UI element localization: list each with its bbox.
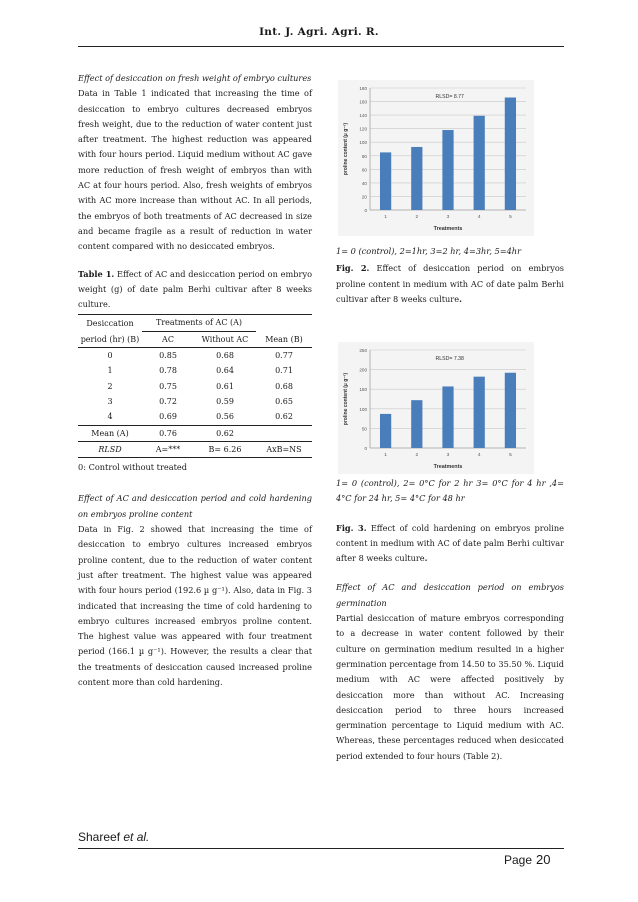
cell-ac: 0.69 xyxy=(159,412,177,422)
x-tick-label: 1 xyxy=(384,453,387,458)
fig3-caption-text: Effect of cold hardening on embryos proline content in medium with AC of date palm Berhi cultivar after 8 weeks culture xyxy=(336,522,564,564)
y-tick-label: 0 xyxy=(364,208,367,213)
table-row xyxy=(78,363,312,378)
cell-ac: 0.78 xyxy=(159,366,177,376)
page-number-value: 20 xyxy=(536,852,551,867)
y-tick-label: 0 xyxy=(364,446,367,451)
table-row xyxy=(78,348,312,364)
y-tick-label: 100 xyxy=(359,140,367,146)
bar xyxy=(442,130,453,210)
y-tick-label: 200 xyxy=(359,367,367,373)
x-tick-label: 4 xyxy=(477,453,481,458)
y-tick-label: 120 xyxy=(359,126,367,132)
x-tick-label: 3 xyxy=(446,215,450,220)
footer-author-name: Shareef xyxy=(78,830,121,844)
fig3-caption-block xyxy=(336,476,564,764)
section-body-fresh-weight: Data in Table 1 indicated that increasing the time of desiccation to embryo cultures decreased embryos fresh weight, due to the reduction of water content just after treatment. The highest reduction was appeared with four hours period. Liquid medium without AC gave more reduction of fresh weight of embryos than with AC at four hours period. Also, fresh weights of embryos with AC more increase than without AC. In all periods, the embryos of both treatments of AC decreased in size and became fragile as a result of reduction in water content compared with no desiccated embryos. xyxy=(78,88,312,252)
cell-rlsd-ab: AxB=NS xyxy=(266,444,302,454)
fig3-legend: 1= 0 (control), 2= 0°C for 2 hr 3= 0°C for 4 hr ,4= 4°C for 24 hr, 5= 4°C for 48 hr xyxy=(336,478,564,504)
cell-period: 3 xyxy=(107,396,113,406)
section-body-germination: Partial desiccation of mature embryos corresponding to a decrease in water content followed by their culture on germination medium resulted in a higher germination percentage from 14.50 to 35.50 %. Liquid medium with AC were affected positively by desiccation more than without AC. Increasing desiccation period to three hours increased germination percentage to Liquid medium with AC. Whereas, these percentages reduced when desiccated period extended to four hours (Table 2). xyxy=(336,613,564,761)
x-tick-label: 2 xyxy=(415,215,419,220)
cell-mean: 0.68 xyxy=(275,381,293,391)
cell-rlsd-label: RLSD xyxy=(98,444,122,454)
section-title-fresh-weight: Effect of desiccation on fresh weight of embryo cultures xyxy=(78,73,312,83)
section-body-proline: Data in Fig. 2 showed that increasing the time of desiccation to embryo cultures increased embryos proline content, due to the reduction of water content just after treatment. The highest value was appeared with four hours period (192.6 µ g⁻¹). Also, data in Fig. 3 indicated that increasing the time of cold hardening to embryo cultures increased embryos proline content. The highest value was appeared with four treatment period (166.1 µ g⁻¹). However, the results a clear that the treatments of desiccation caused increased proline content more than cold hardening. xyxy=(78,524,312,687)
cell-period: 0 xyxy=(107,351,113,361)
header-divider xyxy=(78,46,564,47)
section-title-proline: Effect of AC and desiccation period and cold hardening on embryos proline content xyxy=(78,493,312,519)
bar xyxy=(411,147,422,210)
y-tick-label: 140 xyxy=(359,113,367,119)
cell-mean-a-ac: 0.76 xyxy=(159,428,177,438)
footer-divider xyxy=(78,848,564,849)
cell-mean: 0.77 xyxy=(275,351,293,361)
bar xyxy=(505,373,516,448)
y-tick-label: 20 xyxy=(361,194,367,200)
rlsd-annotation: RLSD= 7.38 xyxy=(435,356,464,362)
th-without-ac: Without AC xyxy=(201,334,249,344)
x-axis-label: Treatments xyxy=(433,464,463,470)
cell-rlsd-a: A=*** xyxy=(155,444,181,454)
th-desiccation: Desiccation xyxy=(86,318,134,328)
bar xyxy=(380,152,391,210)
cell-without-ac: 0.61 xyxy=(216,381,234,391)
bar xyxy=(411,400,422,448)
table-row-mean-a xyxy=(78,425,312,441)
y-tick-label: 180 xyxy=(359,86,367,91)
fig3-chart xyxy=(338,342,534,474)
cell-ac: 0.72 xyxy=(159,396,177,406)
cell-ac: 0.75 xyxy=(159,381,177,391)
y-tick-label: 250 xyxy=(359,348,367,353)
table-caption-text: Effect of AC and desiccation period on embryo weight (g) of date palm Berhi cultivar after 8 weeks culture. xyxy=(78,268,312,310)
fig2-caption-block xyxy=(336,244,564,307)
page-label: Page xyxy=(504,853,533,867)
footer-et-al: et al. xyxy=(120,830,150,844)
th-treatments: Treatments of AC (A) xyxy=(142,315,256,331)
bar xyxy=(474,116,485,210)
section-title-germination: Effect of AC and desiccation period on embryos germination xyxy=(336,582,564,608)
x-tick-label: 1 xyxy=(384,215,387,220)
page-number xyxy=(504,852,551,867)
cell-mean-a-label: Mean (A) xyxy=(91,428,129,438)
th-mean-b: Mean (B) xyxy=(265,334,303,344)
table-row xyxy=(78,409,312,425)
fig2-chart xyxy=(338,80,534,236)
cell-mean-a-without: 0.62 xyxy=(216,428,234,438)
x-tick-label: 5 xyxy=(509,215,512,220)
fig2-label: Fig. 2. xyxy=(336,263,370,274)
x-tick-label: 5 xyxy=(509,453,512,458)
cell-mean: 0.65 xyxy=(275,396,293,406)
y-tick-label: 40 xyxy=(361,180,367,186)
cell-mean: 0.71 xyxy=(275,366,293,376)
table-caption xyxy=(78,267,312,313)
journal-title: Int. J. Agri. Agri. R. xyxy=(259,26,379,38)
cell-period: 2 xyxy=(107,381,113,391)
x-tick-label: 3 xyxy=(446,453,450,458)
y-axis-label: proline content (µ g⁻¹) xyxy=(343,372,349,426)
fig3-label: Fig. 3. xyxy=(336,522,367,533)
cell-mean: 0.62 xyxy=(275,412,293,422)
y-tick-label: 160 xyxy=(359,99,367,105)
y-tick-label: 50 xyxy=(361,426,367,432)
bar xyxy=(380,414,391,448)
rlsd-annotation: RLSD= 8.77 xyxy=(435,94,464,100)
x-axis-label: Treatments xyxy=(433,226,463,232)
cell-period: 1 xyxy=(107,366,113,376)
x-tick-label: 4 xyxy=(477,215,481,220)
bar xyxy=(474,377,485,448)
x-tick-label: 2 xyxy=(415,453,419,458)
table-note: 0: Control without treated xyxy=(78,462,187,473)
cell-without-ac: 0.68 xyxy=(216,351,234,361)
footer-authors xyxy=(78,830,149,844)
y-tick-label: 150 xyxy=(359,387,367,393)
cell-period: 4 xyxy=(107,412,113,422)
fig2-caption: Fig. 2. Effect of desiccation period on embryos proline content in medium with AC of date palm Berhi cultivar after 8 weeks culture. xyxy=(336,263,564,304)
fig2-caption-text: Effect of desiccation period on embryos proline content in medium with AC of date palm Berhi cultivar after 8 weeks culture xyxy=(336,263,564,304)
left-column xyxy=(78,71,312,690)
cell-without-ac: 0.64 xyxy=(216,366,234,376)
y-tick-label: 60 xyxy=(361,167,367,173)
table-caption-label: Table 1. xyxy=(78,268,115,279)
cell-without-ac: 0.56 xyxy=(216,412,234,422)
bar xyxy=(442,386,453,448)
cell-ac: 0.85 xyxy=(159,351,177,361)
table-row-rlsd xyxy=(78,441,312,457)
cell-rlsd-b: B= 6.26 xyxy=(208,444,242,454)
table-row xyxy=(78,379,312,394)
y-tick-label: 100 xyxy=(359,406,367,412)
cell-without-ac: 0.59 xyxy=(216,396,234,406)
th-ac: AC xyxy=(162,334,174,344)
table-row xyxy=(78,394,312,409)
th-period: period (hr) (B) xyxy=(80,334,140,344)
fig3-caption: Fig. 3. Effect of cold hardening on embryos proline content in medium with AC of date palm Berhi cultivar after 8 weeks culture. xyxy=(336,522,564,564)
bar xyxy=(505,97,516,210)
y-tick-label: 80 xyxy=(361,153,367,159)
y-axis-label: proline content (µ g⁻¹) xyxy=(343,122,349,176)
fig2-legend: 1= 0 (control), 2=1hr, 3=2 hr, 4=3hr, 5=4hr xyxy=(336,246,521,256)
embryo-weight-table xyxy=(78,314,312,458)
